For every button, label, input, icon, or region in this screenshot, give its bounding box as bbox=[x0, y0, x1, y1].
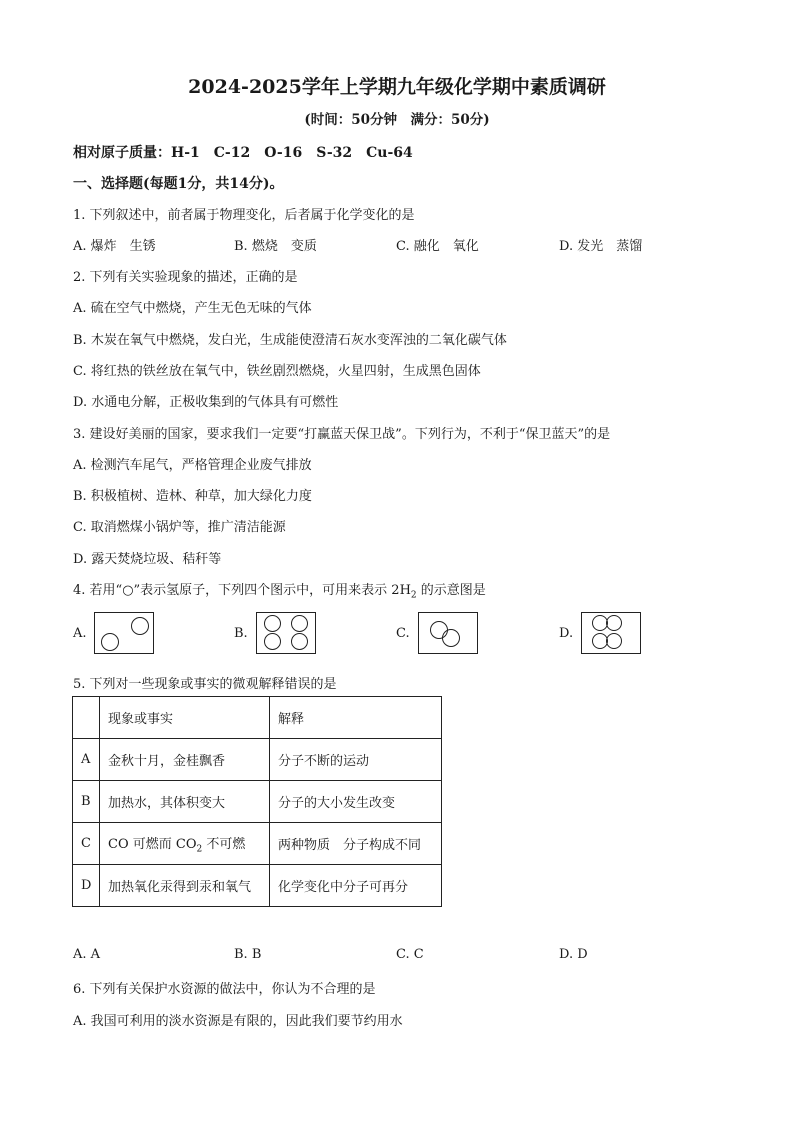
table-row bbox=[73, 739, 442, 781]
q1-option-b: B. 燃烧 变质 bbox=[234, 239, 317, 254]
exam-title: 2024-2025学年上学期九年级化学期中素质调研 bbox=[188, 76, 606, 98]
q4-stem-post: 的示意图是 bbox=[416, 583, 486, 598]
q2-option-d: D. 水通电分解，正极收集到的气体具有可燃性 bbox=[73, 395, 339, 410]
row-key: D bbox=[73, 865, 100, 907]
table-row bbox=[73, 823, 442, 865]
hydrogen-atom-icon bbox=[442, 629, 460, 647]
q6-stem: 6. 下列有关保护水资源的做法中，你认为不合理的是 bbox=[73, 982, 376, 997]
q5-option-c: C. C bbox=[396, 947, 424, 962]
q4-option-b-label: B. bbox=[234, 626, 248, 641]
q4-diagram-d bbox=[581, 612, 641, 654]
hydrogen-atom-icon bbox=[264, 633, 281, 650]
q4-diagram-a bbox=[94, 612, 154, 654]
hydrogen-atom-icon bbox=[606, 615, 622, 631]
q4-symbol: ○ bbox=[122, 583, 134, 598]
section-heading: 一、选择题(每题1分，共14分)。 bbox=[73, 176, 284, 192]
q5-option-b: B. B bbox=[234, 947, 262, 962]
q2-stem: 2. 下列有关实验现象的描述，正确的是 bbox=[73, 270, 298, 285]
q3-option-d: D. 露天焚烧垃圾、秸秆等 bbox=[73, 552, 222, 567]
row-fact-pre: CO 可燃而 CO bbox=[108, 836, 197, 852]
q4-stem-mid: ”表示氢原子，下列四个图示中，可用来表示 2H bbox=[133, 583, 411, 598]
q3-option-b: B. 积极植树、造林、种草，加大绿化力度 bbox=[73, 489, 312, 504]
row-fact: 加热氧化汞得到汞和氧气 bbox=[100, 865, 270, 907]
q3-option-c: C. 取消燃煤小锅炉等，推广清洁能源 bbox=[73, 520, 286, 535]
hydrogen-atom-icon bbox=[606, 633, 622, 649]
hydrogen-atom-icon bbox=[264, 615, 281, 632]
q2-option-b: B. 木炭在氧气中燃烧，发白光，生成能使澄清石灰水变浑浊的二氧化碳气体 bbox=[73, 333, 507, 348]
q4-diagram-c bbox=[418, 612, 478, 654]
row-fact: 加热水，其体积变大 bbox=[100, 781, 270, 823]
row-explanation: 两种物质 分子构成不同 bbox=[270, 823, 442, 865]
row-key: B bbox=[73, 781, 100, 823]
q6-option-a: A. 我国可利用的淡水资源是有限的，因此我们要节约用水 bbox=[73, 1014, 403, 1029]
row-fact bbox=[100, 823, 270, 865]
q5-stem: 5. 下列对一些现象或事实的微观解释错误的是 bbox=[73, 677, 337, 692]
row-explanation: 分子不断的运动 bbox=[270, 739, 442, 781]
q4-stem-pre: 4. 若用“ bbox=[73, 583, 123, 598]
q3-option-a: A. 检测汽车尾气，严格管理企业废气排放 bbox=[73, 458, 312, 473]
hydrogen-atom-icon bbox=[101, 633, 119, 651]
table-row bbox=[73, 865, 442, 907]
q5-option-a: A. A bbox=[73, 947, 101, 962]
q1-stem: 1. 下列叙述中，前者属于物理变化，后者属于化学变化的是 bbox=[73, 208, 415, 223]
row-explanation: 分子的大小发生改变 bbox=[270, 781, 442, 823]
table-row bbox=[73, 781, 442, 823]
table-header-row bbox=[73, 697, 442, 739]
q5-table bbox=[72, 696, 442, 907]
row-key: C bbox=[73, 823, 100, 865]
table-header-cell bbox=[73, 697, 100, 739]
row-explanation: 化学变化中分子可再分 bbox=[270, 865, 442, 907]
hydrogen-atom-icon bbox=[131, 617, 149, 635]
q1-option-d: D. 发光 蒸馏 bbox=[559, 239, 643, 254]
q4-option-d-label: D. bbox=[559, 626, 574, 641]
atomic-mass-line: 相对原子质量：H-1 C-12 O-16 S-32 Cu-64 bbox=[73, 145, 413, 161]
q4-option-a-label: A. bbox=[73, 626, 87, 641]
q4-stem bbox=[73, 579, 486, 601]
q2-option-c: C. 将红热的铁丝放在氧气中，铁丝剧烈燃烧，火星四射，生成黑色固体 bbox=[73, 364, 481, 379]
q4-option-c-label: C. bbox=[396, 626, 410, 641]
q5-option-d: D. D bbox=[559, 947, 588, 962]
hydrogen-atom-icon bbox=[291, 615, 308, 632]
q1-option-a: A. 爆炸 生锈 bbox=[73, 239, 156, 254]
hydrogen-atom-icon bbox=[291, 633, 308, 650]
row-fact-post: 不可燃 bbox=[202, 836, 246, 852]
q2-option-a: A. 硫在空气中燃烧，产生无色无味的气体 bbox=[73, 301, 312, 316]
row-fact-subscript: 2 bbox=[196, 844, 203, 855]
q1-option-c: C. 融化 氧化 bbox=[396, 239, 479, 254]
exam-subtitle: (时间：50分钟 满分：50分) bbox=[304, 112, 490, 128]
q3-stem: 3. 建设好美丽的国家，要求我们一定要“打赢蓝天保卫战”。下列行为，不利于“保卫蓝天”的是 bbox=[73, 427, 611, 442]
q4-diagram-b bbox=[256, 612, 316, 654]
row-fact: 金秋十月，金桂飘香 bbox=[100, 739, 270, 781]
row-key: A bbox=[73, 739, 100, 781]
table-header-cell: 现象或事实 bbox=[100, 697, 270, 739]
q4-stem-subscript: 2 bbox=[410, 590, 417, 601]
table-header-cell: 解释 bbox=[270, 697, 442, 739]
